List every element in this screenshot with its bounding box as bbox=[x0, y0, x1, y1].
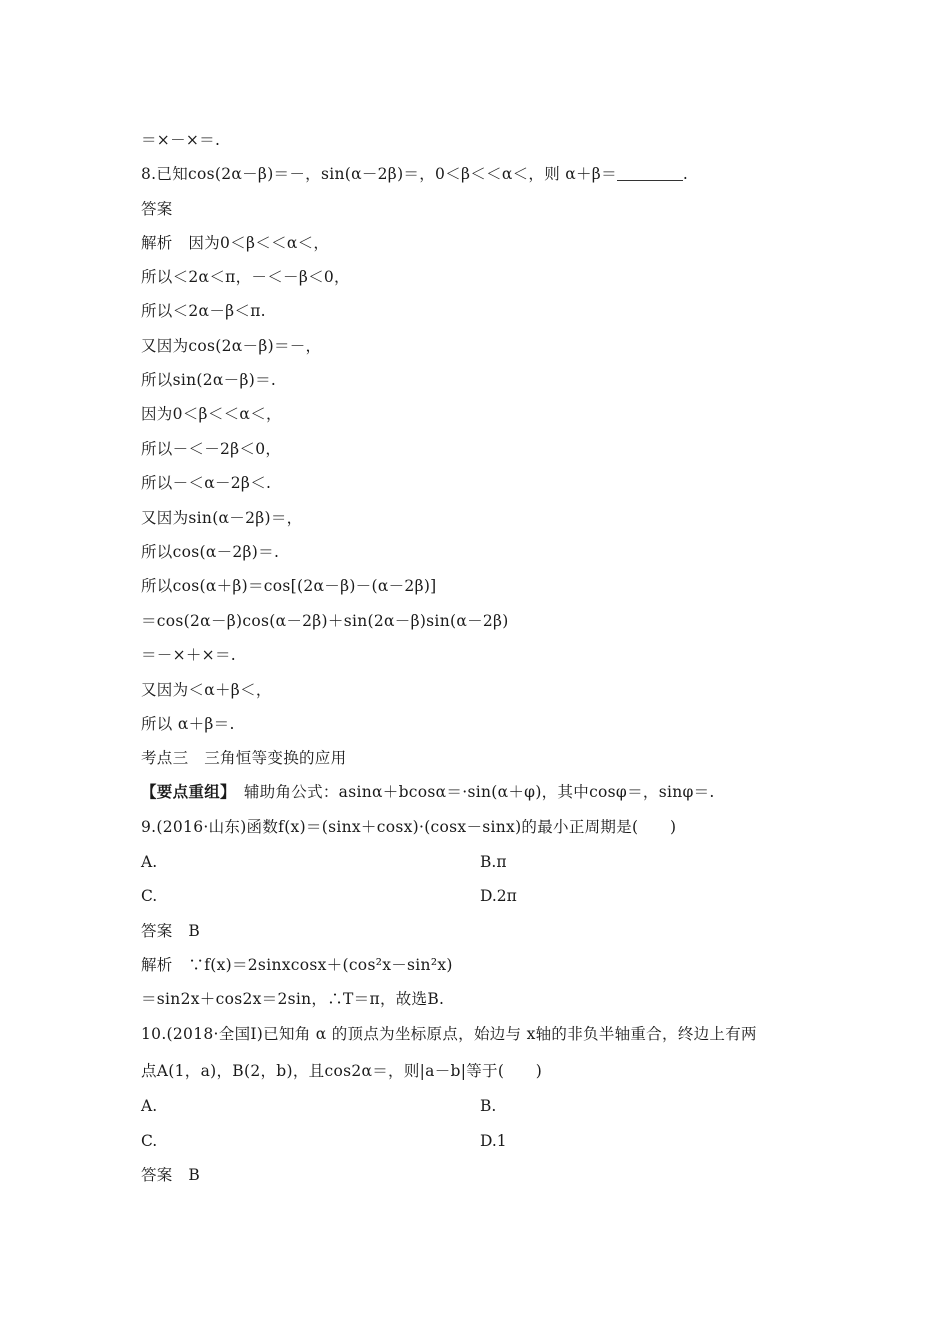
key-points-line bbox=[141, 781, 715, 803]
text-line: 又因为sin(α－2β)＝， bbox=[141, 509, 303, 527]
question-10: 10.(2018·全国Ⅰ)已知角 α 的顶点为坐标原点，始边与 x轴的非负半轴重合，终边上有两 bbox=[141, 1025, 757, 1043]
text-line: ＝cos(2α－β)cos(α－2β)＋sin(2α－β)sin(α－2β) bbox=[141, 612, 509, 630]
answer-label: 答案 B bbox=[141, 1166, 201, 1184]
text-line: 所以sin(2α－β)＝. bbox=[141, 371, 277, 389]
question-8 bbox=[141, 163, 688, 185]
option-d: D.1 bbox=[480, 1132, 507, 1150]
text-line: 因为0＜β＜＜α＜， bbox=[141, 405, 282, 423]
question-10-cont: 点A(1，a)，B(2，b)，且cos2α＝，则|a－b|等于( ) bbox=[141, 1062, 543, 1080]
answer-label: 答案 bbox=[141, 200, 173, 218]
section-heading: 考点三 三角恒等变换的应用 bbox=[141, 749, 347, 767]
option-c: C. bbox=[141, 887, 158, 905]
text-line: 又因为cos(2α－β)＝－， bbox=[141, 337, 322, 355]
option-a: A. bbox=[141, 1097, 158, 1115]
option-d: D.2π bbox=[480, 887, 517, 905]
answer-label: 答案 B bbox=[141, 922, 201, 940]
text-line: ＝sin2x＋cos2x＝2sin，∴T＝π，故选B. bbox=[141, 990, 445, 1008]
question-8-end: . bbox=[682, 165, 689, 183]
analysis-line: 解析 ∵f(x)＝2sinxcosx＋(cos²x－sin²x) bbox=[141, 956, 453, 974]
option-a: A. bbox=[141, 853, 158, 871]
analysis-line: 解析 因为0＜β＜＜α＜， bbox=[141, 234, 330, 252]
text-line: 所以 α＋β＝. bbox=[141, 715, 235, 733]
text-line: 所以－＜α－2β＜. bbox=[141, 474, 272, 492]
text-line: 所以－＜－2β＜0， bbox=[141, 440, 282, 458]
text-line: 所以＜2α＜π，－＜－β＜0， bbox=[141, 268, 350, 286]
option-b: B.π bbox=[480, 853, 507, 871]
text-line: 所以cos(α－2β)＝. bbox=[141, 543, 280, 561]
question-8-text: 8.已知cos(2α－β)＝－，sin(α－2β)＝，0＜β＜＜α＜，则 α＋β＝ bbox=[141, 165, 617, 183]
option-c: C. bbox=[141, 1132, 158, 1150]
answer-blank bbox=[617, 166, 683, 181]
text-line: ＝×－×＝. bbox=[141, 131, 221, 149]
question-9: 9.(2016·山东)函数f(x)＝(sinx＋cosx)·(cosx－sinx)的最小正周期是( ) bbox=[141, 818, 677, 836]
text-line: 所以cos(α＋β)＝cos[(2α－β)－(α－2β)] bbox=[141, 577, 437, 595]
option-b: B. bbox=[480, 1097, 497, 1115]
text-line: 又因为＜α＋β＜， bbox=[141, 681, 272, 699]
key-points-text: 辅助角公式：asinα＋bcosα＝·sin(α＋φ)，其中cosφ＝，sinφ＝. bbox=[243, 783, 715, 801]
text-line: ＝－×＋×＝. bbox=[141, 646, 237, 664]
key-points-label: 【要点重组】 bbox=[141, 782, 229, 801]
text-line: 所以＜2α－β＜π. bbox=[141, 302, 266, 320]
